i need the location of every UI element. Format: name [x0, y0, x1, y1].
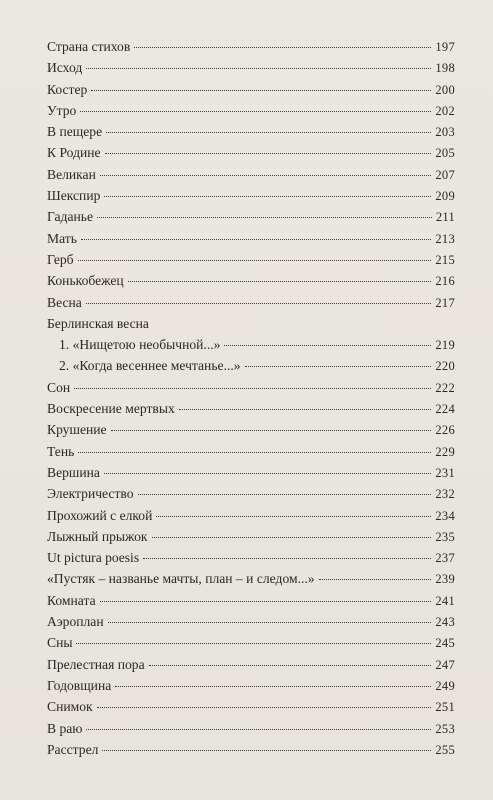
toc-entry — [47, 249, 455, 270]
dot-leader — [80, 111, 431, 112]
toc-entry — [47, 675, 455, 696]
toc-entry — [47, 228, 455, 249]
toc-entry-title: Шекспир — [47, 188, 101, 204]
dot-leader — [104, 196, 431, 197]
dot-leader — [152, 537, 432, 538]
toc-entry-page-number: 241 — [435, 593, 455, 608]
toc-entry — [47, 632, 455, 653]
toc-entry-title: В пещере — [47, 124, 103, 140]
toc-entry-page-number: 216 — [435, 274, 455, 289]
toc-entry — [47, 696, 455, 717]
toc-entry-page-number: 205 — [435, 146, 455, 161]
toc-entry-title: Комната — [47, 592, 96, 608]
toc-entry-page-number: 251 — [435, 700, 455, 715]
dot-leader — [108, 622, 432, 623]
toc-entry-page-number: 237 — [435, 551, 455, 566]
toc-entry-page-number: 200 — [435, 82, 455, 97]
toc-entry — [47, 505, 455, 526]
dot-leader — [224, 345, 431, 346]
toc-entry-page-number: 198 — [435, 61, 455, 76]
toc-entry-title: Расстрел — [47, 741, 99, 757]
table-of-contents — [47, 36, 455, 760]
toc-entry-title: Конькобежец — [47, 273, 124, 289]
toc-entry — [47, 142, 455, 163]
dot-leader — [102, 750, 431, 751]
toc-entry-title: Герб — [47, 251, 74, 267]
toc-entry — [47, 164, 455, 185]
toc-entry-page-number: 234 — [435, 508, 455, 523]
dot-leader — [86, 303, 432, 304]
dot-leader — [149, 665, 432, 666]
toc-entry-title: Вершина — [47, 464, 100, 480]
toc-entry-page-number: 220 — [435, 359, 455, 374]
toc-entry-title: Весна — [47, 294, 82, 310]
dot-leader — [111, 430, 432, 431]
toc-entry — [47, 270, 455, 291]
toc-entry — [47, 57, 455, 78]
toc-entry-page-number: 249 — [435, 678, 455, 693]
toc-entry-title: Берлинская весна — [47, 315, 149, 331]
dot-leader — [143, 558, 431, 559]
toc-entry-title: Воскресение мертвых — [47, 401, 175, 417]
toc-entry-title: Тень — [47, 443, 75, 459]
toc-entry-page-number: 229 — [435, 444, 455, 459]
dot-leader — [86, 729, 431, 730]
dot-leader — [319, 579, 432, 580]
toc-entry-page-number: 219 — [435, 338, 455, 353]
toc-entry-title: Аэроплан — [47, 614, 104, 630]
toc-subentry — [47, 355, 455, 376]
toc-entry-page-number: 232 — [435, 487, 455, 502]
toc-entry — [47, 568, 455, 589]
toc-entry-page-number: 226 — [435, 423, 455, 438]
toc-entry-page-number: 213 — [435, 231, 455, 246]
toc-entry — [47, 185, 455, 206]
dot-leader — [104, 473, 431, 474]
toc-entry-page-number: 235 — [435, 529, 455, 544]
toc-entry — [47, 611, 455, 632]
toc-entry-page-number: 203 — [435, 125, 455, 140]
dot-leader — [76, 643, 431, 644]
toc-entry-page-number: 253 — [435, 721, 455, 736]
toc-entry-title: Годовщина — [47, 677, 112, 693]
toc-entry-title: Ut pictura poesis — [47, 550, 140, 566]
dot-leader — [97, 217, 432, 218]
toc-entry-title: Утро — [47, 102, 77, 118]
dot-leader — [128, 281, 432, 282]
toc-entry-title: Электричество — [47, 486, 134, 502]
toc-entry — [47, 100, 455, 121]
toc-entry-title: Крушение — [47, 422, 107, 438]
toc-entry-title: Прохожий с елкой — [47, 507, 153, 523]
toc-entry — [47, 547, 455, 568]
toc-entry-page-number: 217 — [435, 295, 455, 310]
toc-entry — [47, 377, 455, 398]
dot-leader — [134, 47, 431, 48]
toc-entry-title: Мать — [47, 230, 77, 246]
toc-entry-page-number: 243 — [435, 615, 455, 630]
toc-entry-page-number: 202 — [435, 103, 455, 118]
toc-entry — [47, 398, 455, 419]
dot-leader — [81, 239, 431, 240]
toc-entry — [47, 292, 455, 313]
dot-leader — [179, 409, 432, 410]
dot-leader — [105, 153, 432, 154]
toc-entry-title: «Пустяк – названье мачты, план – и следом...» — [47, 571, 315, 587]
toc-entry-title: Великан — [47, 166, 96, 182]
toc-entry — [47, 526, 455, 547]
toc-entry-page-number: 209 — [435, 189, 455, 204]
toc-entry — [47, 590, 455, 611]
toc-entry — [47, 79, 455, 100]
toc-entry — [47, 419, 455, 440]
toc-entry-title: Гаданье — [47, 209, 94, 225]
dot-leader — [86, 68, 431, 69]
dot-leader — [74, 388, 431, 389]
dot-leader — [78, 452, 431, 453]
toc-entry — [47, 739, 455, 760]
toc-entry-page-number: 245 — [435, 636, 455, 651]
toc-entry — [47, 206, 455, 227]
dot-leader — [156, 516, 431, 517]
toc-entry-page-number: 222 — [435, 380, 455, 395]
toc-entry-page-number: 211 — [435, 210, 455, 225]
dot-leader — [138, 494, 432, 495]
toc-entry-title: Лыжный прыжок — [47, 528, 148, 544]
dot-leader — [91, 90, 431, 91]
dot-leader — [115, 686, 431, 687]
toc-entry — [47, 718, 455, 739]
toc-entry — [47, 462, 455, 483]
toc-entry-title: 2. «Когда весеннее мечтанье...» — [59, 358, 241, 374]
toc-entry — [47, 121, 455, 142]
dot-leader — [106, 132, 431, 133]
toc-entry-page-number: 255 — [435, 742, 455, 757]
toc-entry-title: Прелестная пора — [47, 656, 145, 672]
toc-entry-page-number: 215 — [435, 252, 455, 267]
dot-leader — [100, 601, 432, 602]
dot-leader — [97, 707, 432, 708]
toc-entry-title: Сны — [47, 635, 73, 651]
toc-entry-page-number: 239 — [435, 572, 455, 587]
toc-subentry — [47, 334, 455, 355]
dot-leader — [78, 260, 432, 261]
toc-entry-title: 1. «Нищетою необычной...» — [59, 337, 221, 353]
dot-leader — [245, 366, 432, 367]
toc-entry-page-number: 197 — [435, 40, 455, 54]
toc-entry-title: Страна стихов — [47, 39, 131, 54]
toc-entry-page-number: 207 — [435, 167, 455, 182]
toc-entry-title: К Родине — [47, 145, 101, 161]
toc-entry — [47, 441, 455, 462]
toc-entry-title: В раю — [47, 720, 83, 736]
toc-entry-title: Сон — [47, 379, 71, 395]
toc-entry-page-number: 247 — [435, 657, 455, 672]
toc-entry-title: Снимок — [47, 699, 93, 715]
toc-entry-title: Исход — [47, 60, 83, 76]
toc-entry-page-number: 224 — [435, 402, 455, 417]
toc-entry-page-number: 231 — [435, 465, 455, 480]
toc-entry — [47, 654, 455, 675]
toc-entry — [47, 483, 455, 504]
toc-entry-title: Костер — [47, 81, 88, 97]
toc-entry — [47, 36, 455, 57]
dot-leader — [100, 175, 431, 176]
toc-entry — [47, 313, 455, 334]
